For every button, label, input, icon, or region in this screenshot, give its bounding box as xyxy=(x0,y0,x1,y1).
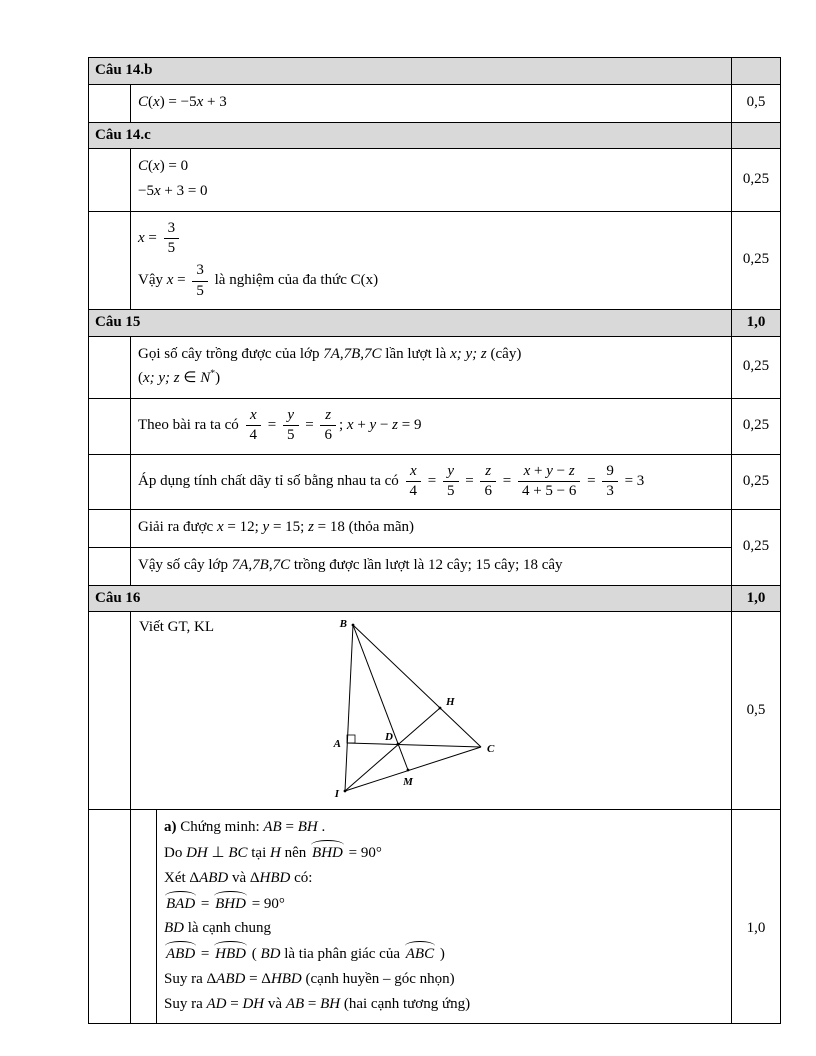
text-line: a) Chứng minh: AB = BH . xyxy=(164,819,326,836)
figure-caption: Viết GT, KL xyxy=(139,619,215,636)
margin-cell xyxy=(89,149,131,212)
fraction: $\frac{3}{5}$ xyxy=(192,262,208,300)
margin-cell xyxy=(89,211,131,309)
fraction: $\frac{9}{3}$ xyxy=(602,463,618,501)
text-line: BAD = BHD = 90° xyxy=(164,893,723,916)
angle-arc: BHD xyxy=(310,842,345,865)
point-dot-I xyxy=(344,790,347,793)
point-label-H: H xyxy=(446,696,455,709)
section-row xyxy=(89,585,781,612)
table-row xyxy=(89,454,781,510)
point-label-A: A xyxy=(333,738,341,751)
content-cell xyxy=(131,399,732,455)
text-line: Suy ra AD = DH và AB = BH (hai cạnh tương ứng) xyxy=(164,995,471,1012)
text-line: x = $\frac{3}{5}$ xyxy=(138,219,723,259)
points-cell: 0,25 xyxy=(732,510,781,586)
fraction: $\frac{x + y - z}{4 + 5 - 6}$ xyxy=(518,463,580,501)
point-dot-B xyxy=(352,624,355,627)
answer-table-body xyxy=(89,58,781,1024)
margin-cell xyxy=(89,399,131,455)
text-line: Vậy x = $\frac{3}{5}$ là nghiệm của đa thức C(x) xyxy=(138,262,379,299)
fraction: $\frac{3}{5}$ xyxy=(164,220,180,258)
text-line: ABD = HBD ( BD là tia phân giác của ABC ) xyxy=(164,943,723,966)
points-cell: 1,0 xyxy=(732,585,781,612)
point-dot-M xyxy=(407,769,410,772)
text-line: (x; y; z ∈ N*) xyxy=(138,368,221,387)
text-line: Gọi số cây trồng được của lớp 7A,7B,7C lần lượt là x; y; z (cây) xyxy=(138,345,522,362)
table-row xyxy=(89,84,781,122)
content-cell xyxy=(131,454,732,510)
table-row xyxy=(89,211,781,309)
text-line: BD là cạnh chung xyxy=(164,920,272,937)
figure-segment-AC xyxy=(347,743,481,747)
points-cell: 0,25 xyxy=(732,454,781,510)
indent-cell xyxy=(131,810,157,1024)
section-label: Câu 14.c xyxy=(89,122,732,149)
point-label-C: C xyxy=(487,743,495,756)
content-cell xyxy=(131,149,732,212)
point-label-B: B xyxy=(339,618,347,631)
text-line: C(x) = 0 xyxy=(138,158,189,175)
section-row xyxy=(89,58,781,85)
fraction: $\frac{y}{5}$ xyxy=(283,407,299,445)
angle-arc: BHD xyxy=(213,893,248,916)
table-row xyxy=(89,547,781,585)
points-cell: 1,0 xyxy=(732,810,781,1024)
figure-segment-IH xyxy=(345,708,440,791)
angle-arc: BAD xyxy=(164,893,197,916)
point-label-D: D xyxy=(385,731,393,744)
angle-arc: ABC xyxy=(404,943,436,966)
point-label-I: I xyxy=(334,788,339,801)
points-cell: 0,25 xyxy=(732,399,781,455)
content-cell xyxy=(131,211,732,309)
content-cell xyxy=(157,810,732,1024)
text-line: Áp dụng tính chất dãy tỉ số bằng nhau ta có $\frac{x}{4}$ = $\frac{y}{5}$ = $\frac{z}{6}$ = $\frac{x + y - z}{4 + 5 - 6}$ = $\frac{9}{3}$ = 3 xyxy=(138,462,645,499)
fraction: $\frac{x}{4}$ xyxy=(246,407,262,445)
margin-cell xyxy=(89,84,131,122)
point-dot-H xyxy=(439,707,442,710)
text-line: C(x) = −5x + 3 xyxy=(138,93,227,110)
fraction: $\frac{z}{6}$ xyxy=(320,407,336,445)
points-cell xyxy=(732,58,781,85)
text-line: Do DH ⊥ BC tại H nên BHD = 90° xyxy=(164,842,723,865)
section-label: Câu 15 xyxy=(89,309,732,336)
text-line: Vậy số cây lớp 7A,7B,7C trồng được lần lượt là 12 cây; 15 cây; 18 cây xyxy=(138,556,563,573)
fraction: $\frac{y}{5}$ xyxy=(443,463,459,501)
fraction: $\frac{x}{4}$ xyxy=(406,463,422,501)
margin-cell xyxy=(89,612,131,810)
figure-segment-IC xyxy=(345,747,481,791)
point-dot-D xyxy=(397,743,400,746)
points-cell: 0,5 xyxy=(732,84,781,122)
content-cell xyxy=(131,547,732,585)
text-line: Suy ra ΔABD = ΔHBD (cạnh huyền – góc nhọn) xyxy=(164,970,455,987)
table-row xyxy=(89,510,781,548)
table-row xyxy=(89,612,781,810)
answer-key-table xyxy=(88,57,781,1024)
table-row xyxy=(89,810,781,1024)
points-cell xyxy=(732,122,781,149)
points-cell: 0,25 xyxy=(732,336,781,399)
margin-cell xyxy=(89,510,131,548)
fraction: $\frac{z}{6}$ xyxy=(480,463,496,501)
figure-segment-BM xyxy=(353,625,408,770)
content-cell xyxy=(131,510,732,548)
content-cell xyxy=(131,336,732,399)
table-row xyxy=(89,399,781,455)
points-cell: 0,5 xyxy=(732,612,781,810)
points-cell: 0,25 xyxy=(732,149,781,212)
right-angle-mark xyxy=(347,735,355,743)
geometry-figure xyxy=(131,615,731,807)
figure-segment-BI xyxy=(345,625,353,791)
margin-cell xyxy=(89,547,131,585)
figure-cell xyxy=(131,612,732,810)
angle-arc: ABD xyxy=(164,943,197,966)
point-label-M: M xyxy=(403,776,413,789)
section-row xyxy=(89,309,781,336)
text-line: Giải ra được x = 12; y = 15; z = 18 (thỏa mãn) xyxy=(138,519,415,535)
section-row xyxy=(89,122,781,149)
text-line: Theo bài ra ta có $\frac{x}{4}$ = $\frac{y}{5}$ = $\frac{z}{6}$ ; x + y − z = 9 xyxy=(138,407,422,444)
section-label: Câu 16 xyxy=(89,585,732,612)
text-line: −5x + 3 = 0 xyxy=(138,183,208,199)
margin-cell xyxy=(89,810,131,1024)
points-cell: 0,25 xyxy=(732,211,781,309)
section-label: Câu 14.b xyxy=(89,58,732,85)
margin-cell xyxy=(89,454,131,510)
table-row xyxy=(89,336,781,399)
points-cell: 1,0 xyxy=(732,309,781,336)
angle-arc: HBD xyxy=(213,943,248,966)
text-line: Xét ΔABD và ΔHBD có: xyxy=(164,869,313,886)
content-cell xyxy=(131,84,732,122)
table-row xyxy=(89,149,781,212)
margin-cell xyxy=(89,336,131,399)
